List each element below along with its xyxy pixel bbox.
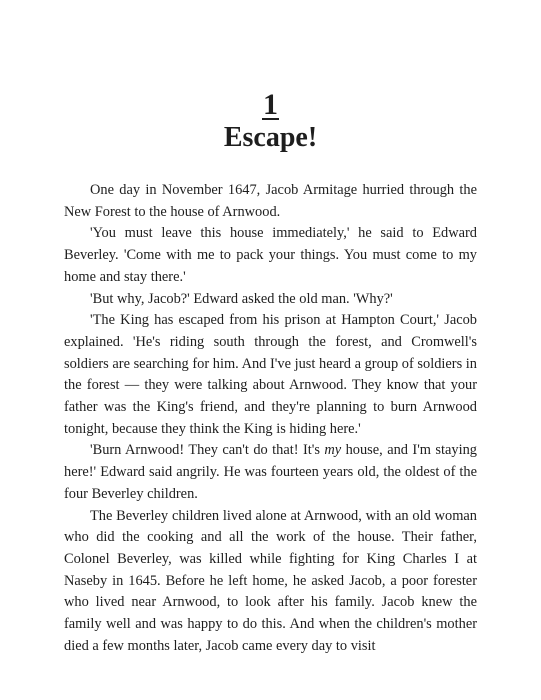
chapter-number-text: 1 [263, 88, 278, 121]
paragraph-text: house, and I'm staying here!' Edward said angrily. He was fourteen years old, the oldest of the four Beverley children. [64, 442, 477, 502]
paragraph: 'But why, Jacob?' Edward asked the old man. 'Why?' [90, 290, 393, 307]
paragraph: One day in November 1647, Jacob Armitage hurried through the New Forest to the house of Arnwood. [64, 182, 477, 220]
paragraph: 'The King has escaped from his prison at Hampton Court,' Jacob explained. 'He's riding south through the forest, and Cromwell's soldiers are searching for him. And I've just heard a group of soldiers in the forest — they were talking about Arnwood. They know that your father was the King's friend, and they're planning to burn Arnwood tonight, because they think the King is hiding here.' [64, 312, 477, 437]
paragraph [64, 440, 477, 505]
chapter-body [64, 180, 477, 657]
chapter-title: Escape! [223, 122, 318, 153]
paragraph-text: 'Burn Arnwood! They can't do that! It's [90, 442, 325, 459]
emphasized-word: my [324, 442, 342, 459]
paragraph: 'You must leave this house immediately,' he said to Edward Beverley. 'Come with me to pack your things. You must come to my home and stay there.' [64, 225, 477, 285]
paragraph: The Beverley children lived alone at Arnwood, with an old woman who did the cooking and all the work of the house. Their father, Colonel Beverley, was killed while fighting for King Charles I at Naseby in 1645. Before he left home, he asked Jacob, a poor forester who lived near Arnwood, to look after his family. Jacob knew the family well and was happy to do this. And when the children's mother died a few months later, Jacob came every day to visit [64, 507, 477, 654]
chapter-number [0, 88, 541, 122]
